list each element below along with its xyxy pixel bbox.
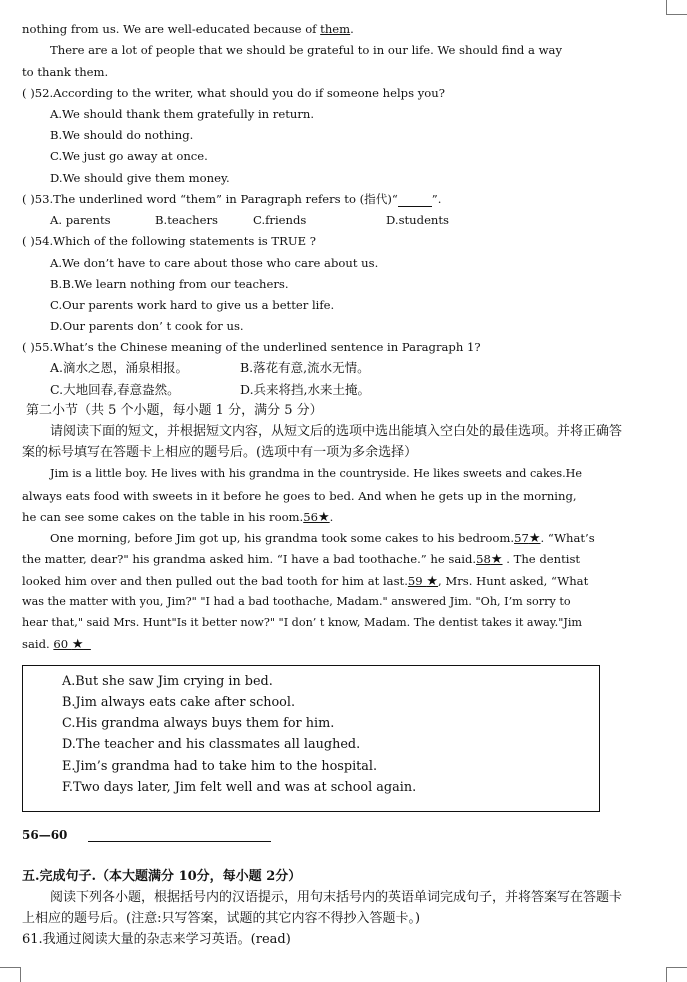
story-p1-line-2: always eats food with sweets in it before he goes to bed. And when he gets up in the morning, — [22, 489, 577, 503]
q54-option-a: A.We don’t have to care about those who care about us. — [50, 256, 379, 270]
q55-option-d: D.兵来将挡,水来土掩。 — [240, 382, 371, 397]
q52-option-d: D.We should give them money. — [50, 171, 230, 185]
section5-instruction-2: 上相应的题号后。(注意:只写答案，试题的其它内容不得抄入答题卡。) — [22, 911, 421, 926]
option-e: E.Jim’s grandma had to take him to the hospital. — [62, 759, 378, 774]
option-d: D.The teacher and his classmates all laughed. — [62, 737, 361, 752]
option-a: A.But she saw Jim crying in bed. — [62, 674, 273, 689]
story-p2-line-3: looked him over and then pulled out the bad tooth for him at last.59 ★, Mrs. Hunt asked, “What — [22, 574, 589, 589]
section2-title: 第二小节（共 5 个小题，每小题 1 分，满分 5 分） — [26, 403, 323, 418]
passage-line-2: There are a lot of people that we should be grateful to in our life. We should find a way — [50, 43, 563, 57]
story-p1-line-1: Jim is a little boy. He lives with his grandma in the countryside. He likes sweets and cakes.He — [50, 467, 583, 480]
star-icon: ★ — [71, 637, 84, 652]
section2-instruction-2: 案的标号填写在答题卡上相应的题号后。(选项中有一项为多余选择） — [22, 445, 418, 460]
crop-mark-bottom-left — [0, 967, 21, 982]
q53-option-d: D.students — [386, 213, 450, 227]
answer-line-label: 56—60 — [22, 828, 68, 842]
q54-option-b: B.B.We learn nothing from our teachers. — [50, 277, 289, 291]
story-p1-line-3: he can see some cakes on the table in his room.56★. — [22, 510, 334, 525]
q54-option-c: C.Our parents work hard to give us a better life. — [50, 298, 335, 312]
section2-instruction-1: 请阅读下面的短文，并根据短文内容，从短文后的选项中选出能填入空白处的最佳选项。并将正确答 — [50, 424, 623, 439]
q53-option-b: B.teachers — [155, 213, 218, 227]
passage-line-3: to thank them. — [22, 65, 109, 79]
q52-option-b: B.We should do nothing. — [50, 128, 194, 142]
option-c: C.His grandma always buys them for him. — [62, 716, 335, 731]
star-icon: ★ — [490, 552, 503, 567]
blank-57: 57 — [514, 531, 529, 545]
q52-stem: ( )52.According to the writer, what should you do if someone helps you? — [22, 86, 445, 100]
story-p2-line-2: the matter, dear?" his grandma asked him. “I have a bad toothache.” he said.58★ . The dentist — [22, 552, 581, 567]
q52-option-a: A.We should thank them gratefully in return. — [50, 107, 315, 121]
story-p2-line-6: said. 60 ★ — [22, 637, 84, 652]
star-icon: ★ — [426, 574, 438, 589]
option-f: F.Two days later, Jim felt well and was at school again. — [62, 780, 417, 795]
q55-option-c: C.大地回春,春意盎然。 — [50, 382, 180, 397]
q53-option-a: A. parents — [50, 213, 111, 227]
blank-58: 58 — [476, 552, 491, 566]
option-b: B.Jim always eats cake after school. — [62, 695, 296, 710]
q55-stem: ( )55.What’s the Chinese meaning of the underlined sentence in Paragraph 1? — [22, 340, 481, 354]
story-p2-line-4: was the matter with you, Jim?" "I had a bad toothache, Madam." answered Jim. "Oh, I’m sorry to — [22, 595, 571, 608]
q53-option-c: C.friends — [253, 213, 307, 227]
blank-60: 60 — [53, 637, 72, 651]
q53-stem: ( )53.The underlined word “them” in Paragraph refers to (指代)“ ”. — [22, 192, 442, 206]
star-icon: ★ — [528, 531, 541, 546]
q54-option-d: D.Our parents don’ t cook for us. — [50, 319, 244, 333]
q54-stem: ( )54.Which of the following statements is TRUE ? — [22, 234, 317, 248]
story-p2-line-1: One morning, before Jim got up, his grandma took some cakes to his bedroom.57★. “What’s — [50, 531, 595, 546]
question-61: 61.我通过阅读大量的杂志来学习英语。(read) — [22, 932, 291, 947]
story-p2-line-5: hear that," said Mrs. Hunt"Is it better now?" "I don’ t know, Madam. The dentist takes it away."Jim — [22, 616, 583, 629]
q55-option-a: A.滴水之恩，涌泉相报。 — [50, 360, 189, 375]
blank-56: 56 — [303, 510, 318, 524]
star-icon: ★ — [318, 510, 330, 525]
blank-59: 59 — [407, 574, 427, 588]
q55-option-b: B.落花有意,流水无情。 — [240, 360, 370, 375]
crop-mark-top-right — [666, 0, 687, 15]
passage-line-1: nothing from us. We are well-educated because of them. — [22, 22, 354, 36]
section5-title: 五.完成句子.（本大题满分 10分，每小题 2分） — [22, 869, 302, 884]
crop-mark-bottom-right — [666, 967, 687, 982]
answer-line — [88, 841, 271, 842]
section5-instruction-1: 阅读下列各小题，根据括号内的汉语提示，用句末括号内的英语单词完成句子，并将答案写在答题卡 — [50, 890, 623, 905]
q52-option-c: C.We just go away at once. — [50, 149, 208, 163]
